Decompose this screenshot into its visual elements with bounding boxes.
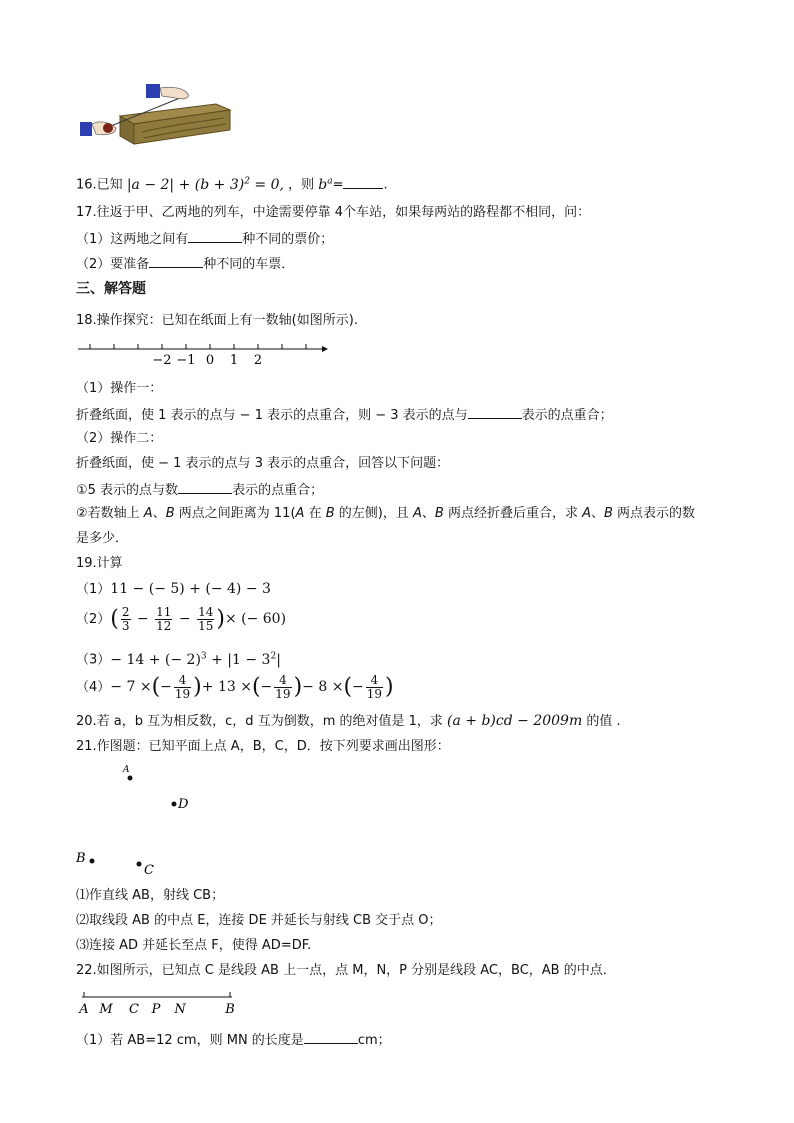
q19-p4-label: （4） — [76, 680, 111, 695]
q21-instruction-1: ⑴作直线 AB，射线 CB； — [76, 888, 225, 903]
point-b-label: B — [76, 851, 86, 866]
q19-p3-exp2: 2 — [270, 651, 277, 661]
q18-c2-b: 、 — [152, 506, 166, 521]
q16-end: . — [383, 177, 388, 193]
point-d-dot — [172, 802, 177, 807]
q18-op1-pre: 折叠纸面，使 1 表示的点与 − 1 表示的点重合，则 − 3 表示的点与 — [76, 408, 468, 423]
q19-p4-neg1: − — [160, 679, 172, 695]
tick-label-0: 0 — [205, 353, 215, 366]
q17-part2 — [76, 254, 294, 274]
q16-base: b — [318, 176, 328, 193]
q19-p4-frac3 — [366, 674, 383, 701]
q18-op1-blank[interactable] — [468, 405, 522, 419]
q19-p2-lparen: ( — [110, 606, 119, 632]
q16-equation — [127, 177, 284, 193]
q18-point-b: B — [165, 506, 175, 521]
q21-instruction-3: ⑶连接 AD 并延长至点 F，使得 AD=DF. — [76, 938, 312, 953]
q18-op2-stem: 折叠纸面，使 − 1 表示的点与 3 表示的点重合，回答以下问题： — [76, 456, 450, 471]
q16-suffix: = — [332, 177, 344, 193]
q16-exponent: 2 — [244, 176, 250, 186]
q18-c2-e: 的左侧)，且 — [334, 506, 413, 521]
q21-instruction-2: ⑵取线段 AB 的中点 E，连接 DE 并延长与射线 CB 交于点 O； — [76, 913, 442, 928]
q19-p4-rparen2: ) — [293, 674, 303, 700]
q16-prefix: 16.已知 — [76, 177, 123, 193]
q19-p4-f1-num: 4 — [174, 674, 191, 688]
q19-p2-tail: × (− 60) — [224, 611, 287, 627]
q18-op2-title: （2）操作二： — [76, 431, 163, 446]
q19-p4-lparen1: ( — [151, 674, 161, 700]
q18-c2-c: 两点之间距离为 11( — [174, 506, 296, 521]
q17-part1 — [76, 229, 333, 249]
segment-label-b: B — [225, 1002, 235, 1016]
board-illustration — [76, 82, 236, 152]
q19-p3-exp1: 3 — [200, 651, 207, 661]
q21-points-figure — [76, 760, 216, 880]
q22-p1-pre: （1）若 AB=12 cm，则 MN 的长度是 — [76, 1033, 304, 1048]
segment-label-a: A — [79, 1002, 89, 1016]
q16-power — [318, 177, 332, 193]
tick-label-neg2: −2 — [152, 353, 172, 366]
q18-c1-blank[interactable] — [178, 480, 232, 494]
q18-c2-f: 两点经折叠后重合，求 — [443, 506, 583, 521]
segment-label-c: C — [129, 1002, 139, 1016]
q19-p4-rparen3: ) — [385, 674, 394, 700]
q19-p4-c: − 8 × — [302, 679, 344, 695]
q18-op1-title: （1）操作一： — [76, 381, 163, 396]
q18-point-a-4: A — [582, 506, 591, 521]
q19-p3-a: − 14 + (− 2) — [110, 651, 201, 668]
q18-c2-line2: 是多少． — [76, 531, 129, 546]
question-16 — [76, 172, 388, 195]
q20-expression: (a + b)cd − 2009m — [447, 713, 583, 729]
q20-post: 的值 . — [586, 714, 621, 729]
segment-label-n: N — [174, 1002, 186, 1016]
point-c-label: C — [144, 863, 154, 878]
q18-c1-pre: ①5 表示的点与数 — [76, 483, 179, 498]
q17-p2-post: 种不同的车票． — [203, 257, 295, 272]
q19-p1-expr: 11 − (− 5) + (− 4) − 3 — [110, 581, 271, 597]
q16-answer-blank[interactable] — [343, 175, 383, 189]
q19-p2-minus2: − — [174, 611, 196, 627]
q22-p1-blank[interactable] — [304, 1030, 358, 1044]
q19-part2 — [76, 604, 286, 635]
q19-p4-lparen3: ( — [343, 674, 353, 700]
q19-p2-minus1: − — [132, 611, 154, 627]
q18-c2-g: 两点表示的数 — [612, 506, 696, 521]
q19-p2-rparen: ) — [216, 606, 225, 632]
q19-p2-f2-den: 12 — [156, 619, 172, 633]
q19-p2-f3-den: 15 — [198, 619, 214, 633]
q18-c2 — [76, 505, 695, 523]
q19-p3-label: （3） — [76, 652, 111, 668]
segment-label-m: M — [99, 1002, 113, 1016]
point-a-dot — [128, 776, 133, 781]
q18-c1 — [76, 480, 323, 500]
q20-pre: 20.若 a，b 互为相反数，c，d 互为倒数，m 的绝对值是 1，求 — [76, 714, 443, 729]
tick-label-1: 1 — [229, 353, 239, 366]
q19-p4-f2-num: 4 — [274, 674, 291, 688]
question-20 — [76, 712, 621, 731]
q19-p1-label: （1） — [76, 582, 111, 597]
q19-p4-frac2 — [274, 674, 291, 701]
q22-stem: 22.如图所示，已知点 C 是线段 AB 上一点，点 M，N，P 分别是线段 AC，BC，AB 的中点． — [76, 963, 616, 978]
q21-stem: 21.作图题：已知平面上点 A，B，C，D．按下列要求画出图形： — [76, 739, 450, 754]
q22-part1 — [76, 1030, 391, 1050]
q17-p2-pre: （2）要准备 — [76, 257, 150, 272]
q18-point-a: A — [143, 506, 153, 521]
q18-c2-sep-2: 、 — [590, 506, 604, 521]
q18-stem: 18.操作探究：已知在纸面上有一数轴(如图所示). — [76, 313, 358, 328]
q16-mid: ，则 — [288, 177, 315, 193]
point-a-label: A — [123, 765, 130, 775]
q18-op1 — [76, 405, 613, 425]
q17-p1-post: 种不同的票价； — [242, 232, 334, 247]
q18-point-a-2: A — [295, 506, 305, 521]
q18-point-b-3: B — [434, 506, 444, 521]
q19-p2-f1-num: 2 — [121, 605, 130, 619]
q19-p4-f1-den: 19 — [174, 687, 191, 701]
q18-point-b-4: B — [604, 506, 613, 521]
q19-p4-f3-num: 4 — [366, 674, 383, 688]
q19-title: 19.计算 — [76, 556, 123, 571]
q18-op1-post: 表示的点重合； — [521, 408, 613, 423]
q18-c1-post: 表示的点重合； — [232, 483, 324, 498]
q19-p4-frac1 — [174, 674, 191, 701]
point-d-label: D — [178, 797, 189, 812]
point-c-dot — [137, 862, 142, 867]
q18-c2-d: 在 — [304, 506, 326, 521]
q19-p3-c: | — [276, 651, 281, 668]
q18-c2-sep: 、 — [421, 506, 435, 521]
q19-p4-b: + 13 × — [201, 679, 252, 695]
q19-p3-b: + |1 − 3 — [206, 651, 271, 668]
q16-equation-tail: = 0, — [249, 176, 284, 193]
q22-p1-post: cm； — [357, 1033, 391, 1048]
q16-power-exponent: a — [327, 176, 333, 186]
q19-p4-f2-den: 19 — [275, 687, 291, 701]
q18-point-a-3: A — [412, 506, 422, 521]
section-heading: 三、解答题 — [76, 281, 146, 297]
q18-point-b-2: B — [325, 506, 335, 521]
q19-p2-frac3 — [197, 606, 214, 633]
q19-part4 — [76, 672, 394, 703]
q19-part1 — [76, 580, 271, 599]
q19-p4-a: − 7 × — [110, 679, 152, 695]
q19-p4-rparen1: ) — [193, 674, 202, 700]
q19-p2-frac2 — [155, 606, 172, 633]
segment-label-p: P — [151, 1002, 161, 1016]
q22-segment-figure — [76, 990, 246, 1016]
point-b-dot — [90, 859, 95, 864]
q19-p4-neg3: − — [352, 679, 364, 695]
q17-p1-blank[interactable] — [188, 229, 242, 243]
q19-p2-frac1 — [121, 606, 131, 633]
q19-p3-expr — [110, 652, 281, 668]
q19-p2-f1-den: 3 — [121, 619, 130, 633]
tick-label-2: 2 — [253, 353, 263, 366]
q19-p4-lparen2: ( — [251, 674, 261, 700]
q17-p1-pre: （1）这两地之间有 — [76, 232, 189, 247]
q19-part3 — [76, 647, 281, 670]
q17-p2-blank[interactable] — [149, 254, 203, 268]
q19-p2-f2-num: 11 — [156, 605, 172, 619]
tick-label-neg1: −1 — [176, 353, 196, 366]
q16-equation-body: |a − 2| + (b + 3) — [126, 176, 245, 193]
q17-stem: 17.往返于甲、乙两地的列车，中途需要停靠 4个车站，如果每两站的路程都不相同，问： — [76, 205, 591, 220]
q19-p2-label: （2） — [76, 612, 111, 627]
q18-c2-a: ②若数轴上 — [76, 506, 144, 521]
q19-p4-neg2: − — [260, 679, 273, 695]
q19-p2-f3-num: 14 — [198, 605, 214, 619]
q19-p4-f3-den: 19 — [366, 687, 383, 701]
q18-number-line — [76, 338, 330, 366]
